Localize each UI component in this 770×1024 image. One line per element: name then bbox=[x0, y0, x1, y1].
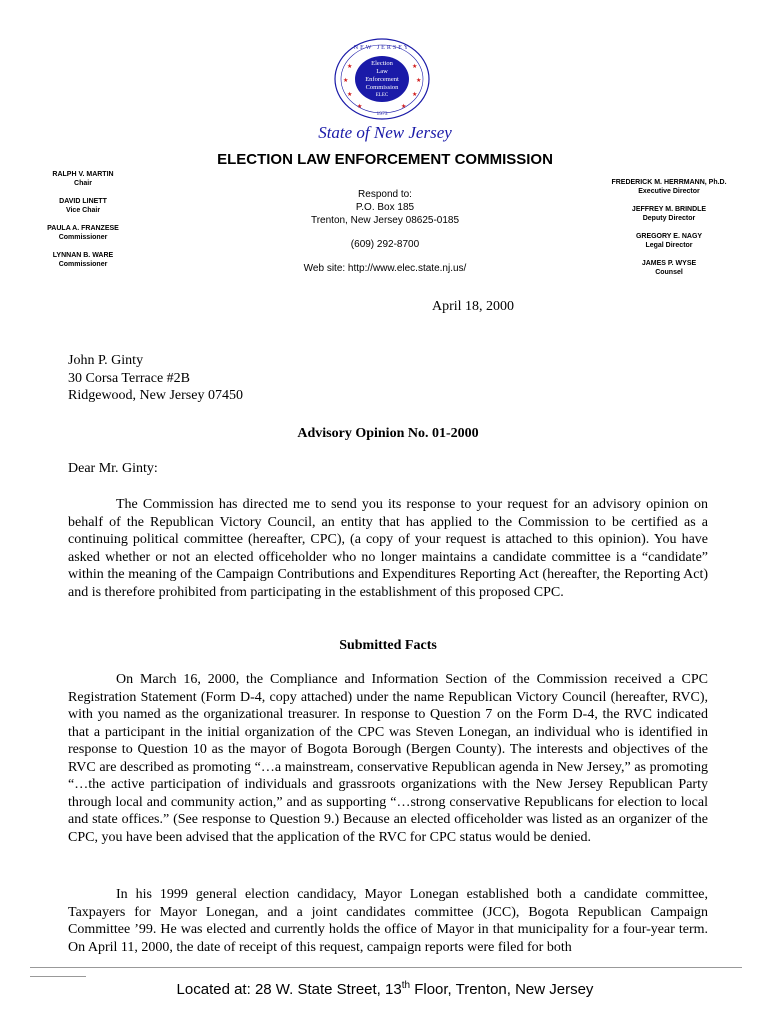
footer-rule bbox=[30, 967, 742, 968]
footer-superscript: th bbox=[401, 980, 411, 991]
member-role: Chair bbox=[74, 180, 92, 187]
svg-text:★: ★ bbox=[357, 103, 363, 110]
paragraph-2-container bbox=[68, 671, 708, 846]
svg-text:★: ★ bbox=[416, 77, 422, 84]
member-name: PAULA A. FRANZESE bbox=[47, 225, 119, 232]
member-role: Counsel bbox=[655, 269, 683, 276]
member-name: LYNNAN B. WARE bbox=[52, 252, 114, 259]
paragraph-1-container bbox=[68, 496, 708, 601]
seal-line-4: Commission bbox=[365, 84, 399, 91]
section-heading: Submitted Facts bbox=[339, 638, 437, 653]
paragraph-2: On March 16, 2000, the Compliance and Information Section of the Commission received a CPC Registration Statement (Form D-4, copy attached) under the name Republican Victory Council (hereafter, RVC), with you named as the organizational treasurer. In response to Question 7 on the Form D-4, the RVC indicated that a participant in the initial organization of the CPC was Steven Lonegan, an individual who is identified in response to Question 10 as the mayor of Bogota Borough (Bergen County). The interests and objectives of the RVC are described as promoting “…a mainstream, conservative Republican agenda in New Jersey,” as promoting “…the active participation of individuals and grassroots organizations with the New Jersey Republican Party through local and community action,” and as supporting “…strong conservative Republicans for election to local and state offices.” (See response to Question 9.) Because an elected officeholder was listed as an organizer of the CPC, you have been advised that the application of the RVC for CPC status would be denied. bbox=[68, 672, 708, 845]
member-role: Executive Director bbox=[638, 188, 700, 195]
seal-line-2: Law bbox=[376, 68, 388, 75]
seal-line-5: ELEC bbox=[375, 93, 389, 98]
commission-title: ELECTION LAW ENFORCEMENT COMMISSION bbox=[217, 151, 553, 168]
member-entry bbox=[28, 251, 138, 269]
svg-text:★: ★ bbox=[412, 63, 418, 70]
addressee-name: John P. Ginty bbox=[68, 353, 144, 368]
staff-list bbox=[594, 178, 744, 286]
website-link[interactable]: Web site: http://www.elec.state.nj.us/ bbox=[303, 263, 467, 274]
seal-line-3: Enforcement bbox=[365, 76, 399, 83]
svg-text:★: ★ bbox=[343, 77, 349, 84]
member-role: Commissioner bbox=[58, 261, 108, 268]
paragraph-1: The Commission has directed me to send you its response to your request for an advisory opinion on behalf of the Republican Victory Council, an entity that has applied to the Commission to be certified as a continuing political committee (hereafter, CPC), (a copy of your request is attached to this opinion). You have asked whether or not an elected officeholder who no longer maintains a candidate committee is a “candidate” within the meaning of the Campaign Contributions and Expenditures Reporting Act (hereafter, the Reporting Act) and is therefore prohibited from participating in the establishment of this proposed CPC. bbox=[68, 497, 708, 600]
member-role: Legal Director bbox=[645, 242, 693, 249]
member-entry bbox=[594, 178, 744, 196]
seal-year: 1973 bbox=[376, 111, 388, 117]
footer-prefix: Located at: 28 W. State Street, 13 bbox=[176, 981, 402, 998]
member-name: JEFFREY M. BRINDLE bbox=[631, 206, 707, 213]
member-name: DAVID LINETT bbox=[59, 198, 107, 205]
svg-text:★: ★ bbox=[347, 91, 353, 98]
seal-arc-text: NEW JERSEY bbox=[353, 45, 411, 51]
svg-text:★: ★ bbox=[401, 103, 407, 110]
member-name: RALPH V. MARTIN bbox=[52, 171, 114, 178]
addressee-street: 30 Corsa Terrace #2B bbox=[68, 370, 191, 386]
paragraph-3: In his 1999 general election candidacy, Mayor Lonegan established both a candidate committee, Taxpayers for Mayor Lonegan, and a joint candidates committee (JCC), Bogota Republican Campaign Committee ’99. He was elected and currently holds the office of Mayor in that municipality for a four-year term. On April 11, 2000, the date of receipt of this request, campaign reports were filed for both bbox=[68, 887, 708, 955]
member-entry bbox=[28, 170, 138, 188]
commission-seal bbox=[333, 38, 431, 120]
svg-text:★: ★ bbox=[347, 63, 353, 70]
footer-suffix: Floor, Trenton, New Jersey bbox=[410, 981, 594, 998]
seal-line-1: Election bbox=[371, 60, 393, 67]
addressee-block bbox=[68, 352, 368, 405]
footer-short-rule bbox=[30, 976, 86, 977]
member-entry bbox=[594, 232, 744, 250]
member-role: Commissioner bbox=[58, 234, 108, 241]
respond-to-label: Respond to: bbox=[358, 189, 412, 200]
member-name: GREGORY E. NAGY bbox=[635, 233, 703, 240]
svg-text:★: ★ bbox=[412, 91, 418, 98]
member-entry bbox=[594, 205, 744, 223]
member-name: JAMES P. WYSE bbox=[641, 260, 697, 267]
footer-address bbox=[0, 980, 770, 998]
member-role: Vice Chair bbox=[65, 207, 101, 214]
po-box: P.O. Box 185 bbox=[355, 202, 415, 213]
member-name: FREDERICK M. HERRMANN, Ph.D. bbox=[611, 179, 727, 186]
paragraph-3-container bbox=[68, 886, 708, 956]
commissioners-list bbox=[28, 170, 138, 278]
salutation: Dear Mr. Ginty: bbox=[68, 461, 158, 476]
member-entry bbox=[28, 197, 138, 215]
opinion-subject: Advisory Opinion No. 01-2000 bbox=[297, 426, 479, 441]
letter-date: April 18, 2000 bbox=[432, 299, 515, 314]
contact-info bbox=[240, 188, 530, 275]
member-entry bbox=[594, 259, 744, 277]
city-address: Trenton, New Jersey 08625-0185 bbox=[310, 215, 460, 226]
phone-number: (609) 292-8700 bbox=[350, 239, 420, 250]
member-role: Deputy Director bbox=[642, 215, 696, 222]
member-entry bbox=[28, 224, 138, 242]
state-name: State of New Jersey bbox=[318, 123, 452, 142]
addressee-city: Ridgewood, New Jersey 07450 bbox=[68, 388, 243, 403]
